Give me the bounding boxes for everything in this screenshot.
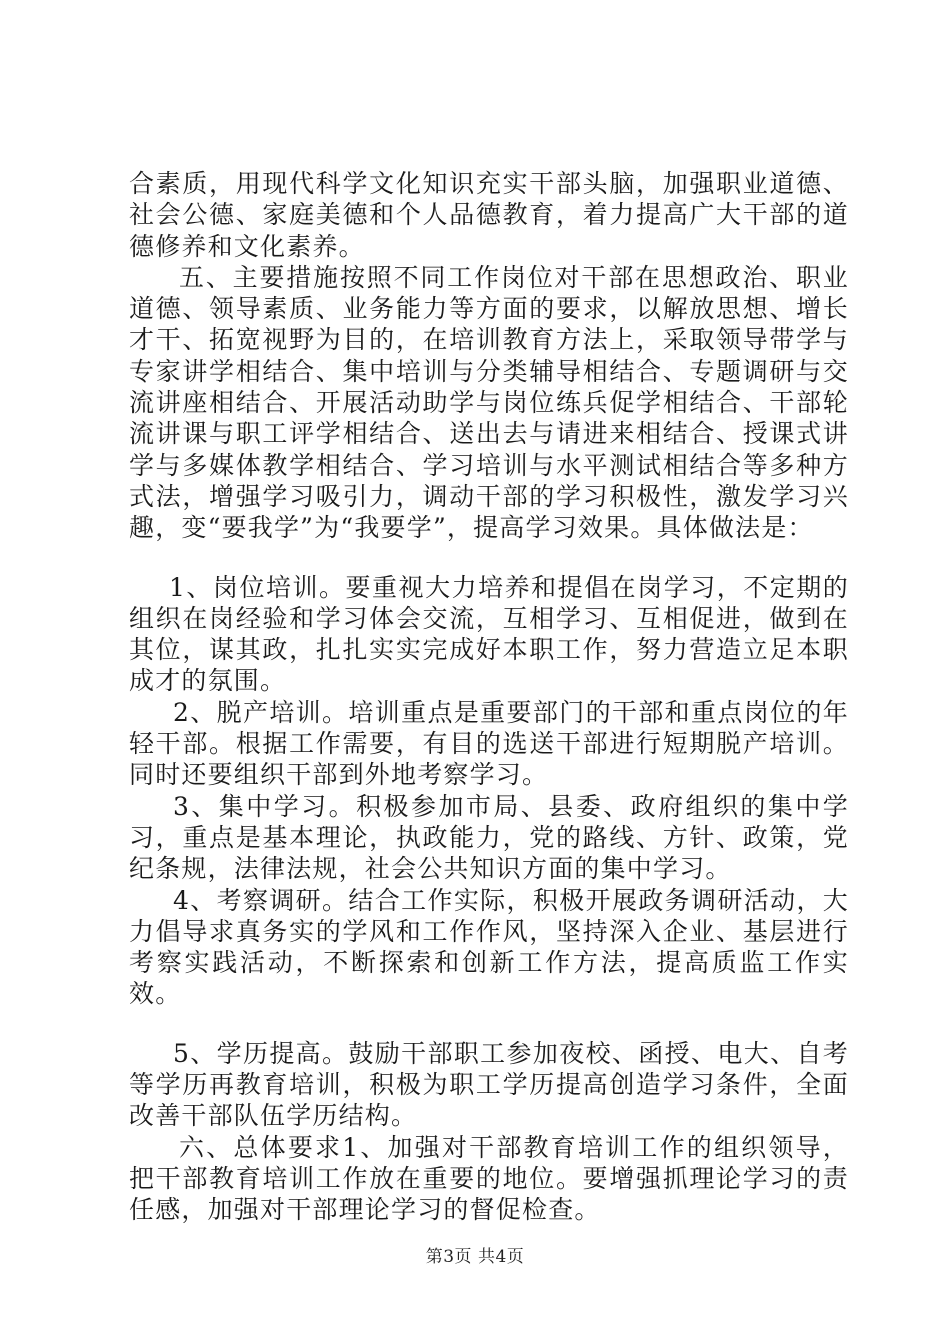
- paragraph-continuation: 合素质，用现代科学文化知识充实干部头脑，加强职业道德、社会公德、家庭美德和个人品德教育，着力提高广大干部的道德修养和文化素养。: [129, 169, 849, 261]
- body-text: [129, 168, 849, 1226]
- paragraph-item-1: 1、岗位培训。要重视大力培养和提倡在岗学习，不定期的组织在岗经验和学习体会交流，互相学习、互相促进，做到在其位，谋其政，扎扎实实完成好本职工作，努力营造立足本职成才的氛围。: [129, 572, 849, 696]
- paragraph-item-3: 3、集中学习。积极参加市局、县委、政府组织的集中学习，重点是基本理论，执政能力，党的路线、方针、政策，党纪条规，法律法规，社会公共知识方面的集中学习。: [129, 791, 849, 884]
- paragraph-item-4: 4、考察调研。结合工作实际，积极开展政务调研活动，大力倡导求真务实的学风和工作作风，坚持深入企业、基层进行考察实践活动，不断探索和创新工作方法，提高质监工作实效。: [129, 885, 849, 1009]
- paragraph-section-5: 五、主要措施按照不同工作岗位对干部在思想政治、职业道德、领导素质、业务能力等方面的要求，以解放思想、增长才干、拓宽视野为目的，在培训教育方法上，采取领导带学与专家讲学相结合、集中培训与分类辅导相结合、专题调研与交流讲座相结合、开展活动助学与岗位练兵促学相结合、干部轮流讲课与职工评学相结合、送出去与请进来相结合、授课式讲学与多媒体教学相结合、学习培训与水平测试相结合等多种方式法，增强学习吸引力，调动干部的学习积极性，激发学习兴趣，变“要我学”为“我要学”，提高学习效果。具体做法是：: [129, 262, 849, 543]
- paragraph-item-5: 5、学历提高。鼓励干部职工参加夜校、函授、电大、自考等学历再教育培训，积极为职工学历提高创造学习条件，全面改善干部队伍学历结构。: [129, 1038, 849, 1131]
- paragraph-item-2: 2、脱产培训。培训重点是重要部门的干部和重点岗位的年轻干部。根据工作需要，有目的选送干部进行短期脱产培训。同时还要组织干部到外地考察学习。: [129, 697, 849, 790]
- page-number-footer: 第3页 共4页: [425, 1247, 525, 1267]
- paragraph-section-6: 六、总体要求1、加强对干部教育培训工作的组织领导，把干部教育培训工作放在重要的地位。要增强抓理论学习的责任感，加强对干部理论学习的督促检查。: [129, 1132, 849, 1225]
